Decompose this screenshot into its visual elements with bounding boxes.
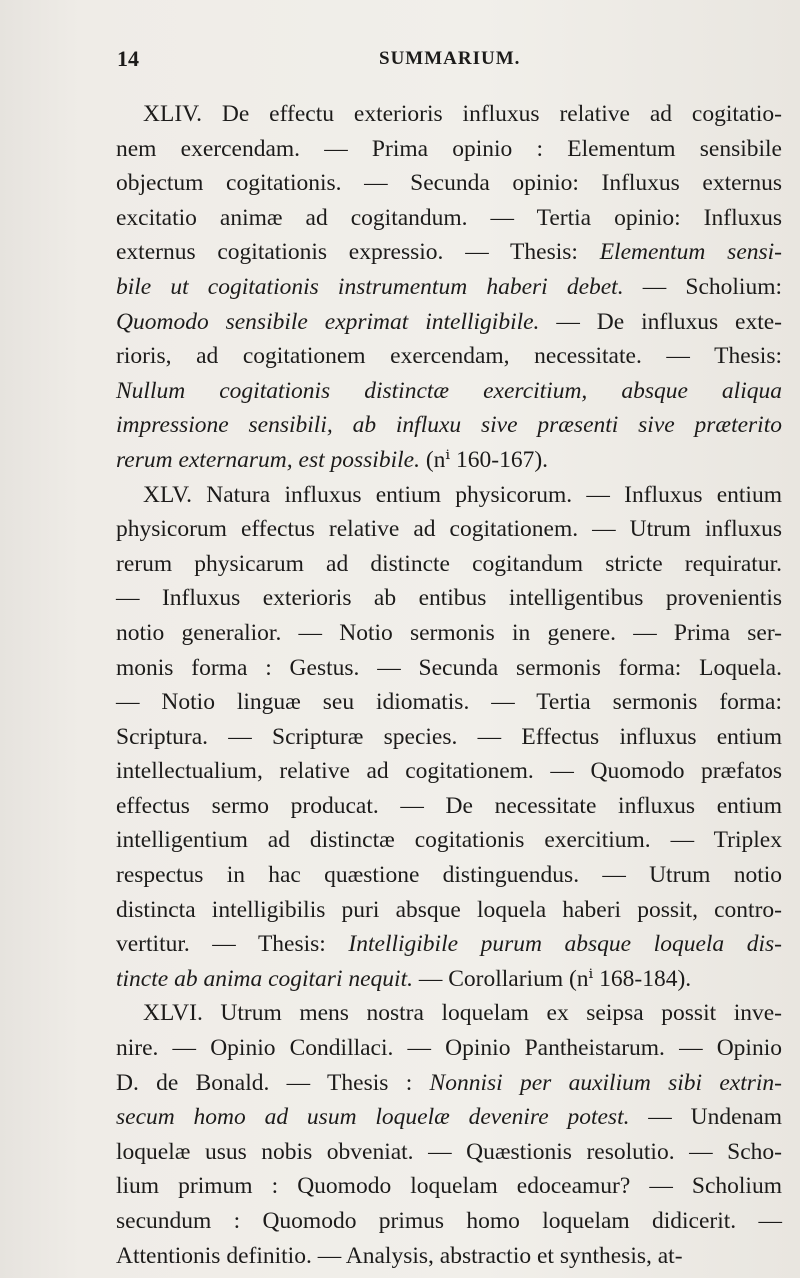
italic-text: tincte ab anima cogitari nequit. (116, 965, 413, 992)
text-line (116, 166, 782, 201)
running-title: SUMMARIUM. (379, 48, 521, 69)
text-segment: loquelæ usus nobis obveniat. — Quæstionis resolutio. — Scho- (116, 1138, 782, 1165)
text-segment: notio generalior. — Notio sermonis in genere. — Prima ser- (116, 619, 782, 646)
italic-text: Elementum sensi- (599, 239, 782, 266)
text-segment: monis forma : Gestus. — Secunda sermonis forma: Loquela. (116, 654, 782, 681)
text-line (116, 1204, 782, 1239)
text-segment: distincta intelligibilis puri absque loquela haberi possit, contro- (116, 896, 782, 923)
text-line (116, 97, 782, 132)
text-line (116, 1100, 782, 1135)
italic-text: Quomodo sensibile exprimat intelligibile. (116, 308, 540, 335)
text-segment: nire. — Opinio Condillaci. — Opinio Pantheistarum. — Opinio (116, 1035, 782, 1062)
text-segment: D. de Bonald. — Thesis : (116, 1069, 430, 1096)
text-segment: — Scholium: (623, 273, 783, 300)
summary-paragraph (116, 97, 782, 478)
text-segment: — Influxus exterioris ab entibus intelligentibus provenientis (116, 585, 782, 612)
text-line (116, 962, 782, 997)
text-line (116, 823, 782, 858)
italic-text: Nonnisi per auxilium sibi extrin- (429, 1069, 782, 1096)
summary-paragraph (116, 996, 782, 1273)
text-line (116, 235, 782, 270)
text-line (116, 339, 782, 374)
text-segment: — Corollarium (nⁱ 168-184). (412, 965, 692, 992)
text-line (116, 754, 782, 789)
text-line (116, 858, 782, 893)
text-segment: externus cogitationis expressio. — Thesis: (116, 239, 600, 266)
italic-text: Nullum cogitationis distinctæ exercitium, absque aliqua (116, 377, 782, 404)
text-line (116, 893, 782, 928)
text-segment: objectum cogitationis. — Secunda opinio: Influxus externus (116, 170, 782, 197)
text-segment: Attentionis definitio. — Analysis, abstractio et synthesis, at- (116, 1242, 683, 1269)
text-line (116, 651, 782, 686)
text-line (116, 512, 782, 547)
text-segment: intellectualium, relative ad cogitationem. — Quomodo præfatos (116, 758, 782, 785)
text-line (116, 1031, 782, 1066)
italic-text: bile ut cogitationis instrumentum haberi debet. (116, 273, 624, 300)
text-segment: effectus sermo producat. — De necessitate influxus entium (116, 792, 782, 819)
text-line (116, 1135, 782, 1170)
summary-body (116, 97, 782, 1273)
text-segment: Scriptura. — Scripturæ species. — Effectus influxus entium (116, 723, 782, 750)
text-segment: excitatio animæ ad cogitandum. — Tertia opinio: Influxus (116, 204, 782, 231)
text-segment: — De influxus exte- (539, 308, 782, 335)
text-segment: nem exercendam. — Prima opinio : Elementum sensibile (116, 135, 782, 162)
text-line (116, 616, 782, 651)
text-line (116, 547, 782, 582)
text-segment: rioris, ad cogitationem exercendam, necessitate. — Thesis: (116, 343, 782, 370)
text-line (116, 1169, 782, 1204)
text-line (116, 443, 782, 478)
text-segment: lium primum : Quomodo loquelam edoceamur? — Scholium (116, 1173, 782, 1200)
italic-text: Intelligibile purum absque loquela dis- (348, 931, 782, 958)
text-line (116, 270, 782, 305)
page-number: 14 (117, 46, 139, 71)
page-header (117, 46, 780, 76)
italic-text: secum homo ad usum loquelæ devenire potest. (116, 1104, 630, 1131)
text-segment: secundum : Quomodo primus homo loquelam didicerit. — (116, 1208, 782, 1234)
text-line (116, 478, 782, 513)
italic-text: rerum externarum, est possibile. (116, 446, 420, 473)
text-line (116, 305, 782, 340)
text-segment: vertitur. — Thesis: (116, 931, 349, 958)
italic-text: impressione sensibili, ab influxu sive præsenti sive præterito (116, 412, 782, 439)
text-line (116, 685, 782, 720)
text-segment: — Notio linguæ seu idiomatis. — Tertia sermonis forma: (116, 689, 782, 716)
text-segment: XLVI. Utrum mens nostra loquelam ex seipsa possit inve- (143, 1000, 782, 1027)
text-segment: (nⁱ 160-167). (419, 446, 549, 473)
text-segment: respectus in hac quæstione distinguendus. — Utrum notio (116, 862, 782, 889)
text-line (116, 996, 782, 1031)
text-line (116, 408, 782, 443)
text-segment: XLIV. De effectu exterioris influxus relative ad cogitatio- (143, 101, 782, 127)
text-segment: intelligentium ad distinctæ cogitationis exercitium. — Triplex (116, 827, 782, 854)
text-line (116, 201, 782, 236)
text-segment: — Undenam (629, 1104, 782, 1131)
text-segment: rerum physicarum ad distincte cogitandum stricte requiratur. (116, 550, 782, 577)
text-line (116, 1239, 782, 1274)
text-line (116, 132, 782, 167)
text-line (116, 581, 782, 616)
text-segment: physicorum effectus relative ad cogitationem. — Utrum influxus (116, 516, 782, 543)
text-line (116, 374, 782, 409)
text-line (116, 927, 782, 962)
text-line (116, 789, 782, 824)
text-line (116, 1066, 782, 1101)
text-line (116, 720, 782, 755)
summary-paragraph (116, 478, 782, 997)
text-segment: XLV. Natura influxus entium physicorum. — Influxus entium (143, 481, 782, 508)
